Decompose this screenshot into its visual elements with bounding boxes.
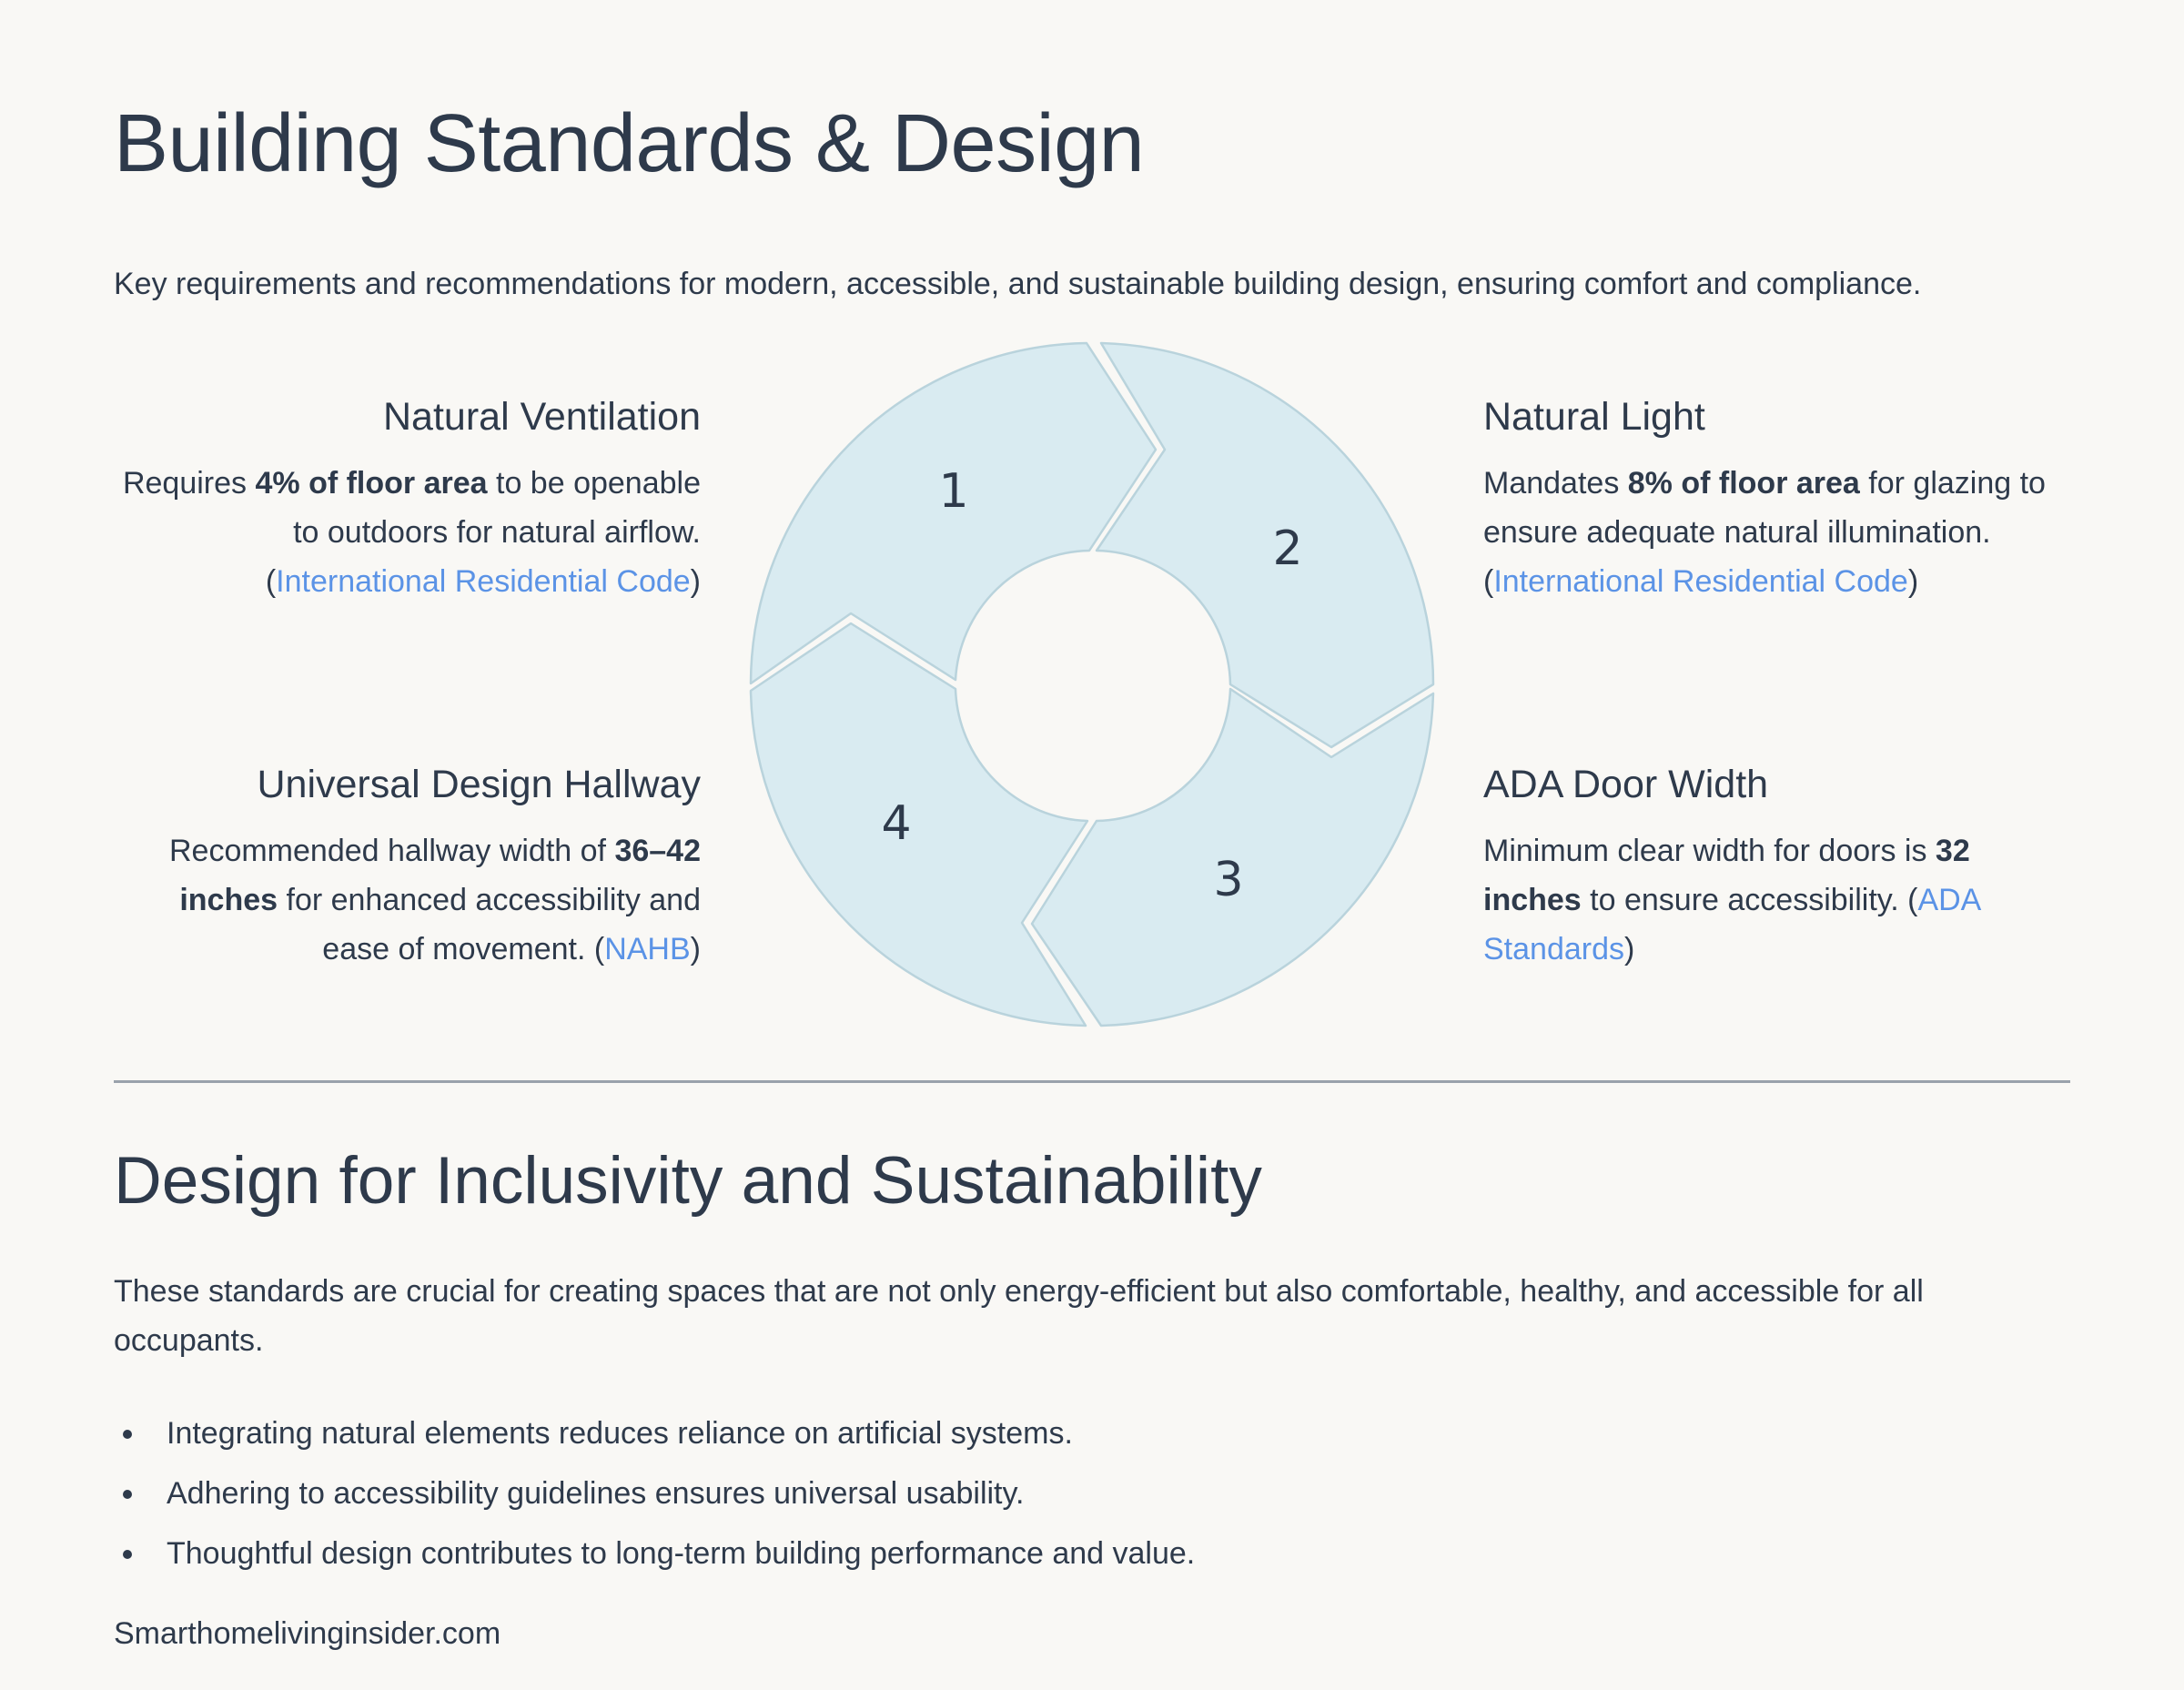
source-link-irc-light[interactable]: International Residential Code (1493, 564, 1908, 599)
segment-label-4: 4 (881, 796, 912, 851)
cycle-segment-4 (751, 623, 1087, 1026)
card-text-post: for enhanced accessibility and ease of movement. ( (278, 883, 701, 966)
cycle-segment-2 (1097, 343, 1433, 747)
section-divider (114, 1080, 2070, 1083)
cycle-diagram (746, 339, 1438, 1030)
card-highlight: 8% of floor area (1627, 466, 1860, 501)
list-item (114, 1463, 1195, 1523)
card-text-pre: Requires (122, 466, 256, 501)
list-item-text: Adhering to accessibility guidelines ensures universal usability. (167, 1476, 1025, 1511)
card-ada-door-width (1483, 759, 2070, 974)
source-link-irc-ventilation[interactable]: International Residential Code (276, 564, 691, 599)
card-title: Natural Light (1483, 395, 1705, 439)
card-title: Universal Design Hallway (257, 763, 701, 806)
card-text-post: for glazing to ensure adequate natural illumination. ( (1483, 466, 2046, 599)
card-universal-design-hallway (114, 759, 701, 974)
card-text-pre: Minimum clear width for doors is (1483, 834, 1936, 868)
bullet-dot-icon (123, 1550, 132, 1559)
list-item-text: Integrating natural elements reduces reliance on artificial systems. (167, 1416, 1073, 1451)
bullet-dot-icon (123, 1490, 132, 1499)
source-link-ada[interactable]: ADA Standards (1483, 883, 1980, 966)
list-item (114, 1403, 1195, 1463)
list-item-text: Thoughtful design contributes to long-term building performance and value. (167, 1536, 1196, 1571)
card-text (114, 459, 701, 606)
card-text-end: ) (1624, 932, 1635, 966)
card-text (1483, 826, 2070, 974)
card-highlight: 36–42 inches (179, 834, 701, 917)
card-natural-light (1483, 391, 2070, 606)
card-highlight: 4% of floor area (255, 466, 488, 501)
segment-label-3: 3 (1213, 853, 1244, 907)
list-item (114, 1523, 1195, 1584)
bullet-list (114, 1403, 1195, 1584)
card-text-pre: Recommended hallway width of (168, 834, 615, 868)
source-link-nahb[interactable]: NAHB (604, 932, 691, 966)
card-text (114, 826, 701, 974)
section-text: These standards are crucial for creating spaces that are not only energy-efficient but also comfortable, healthy, and accessible for all occupants. (114, 1274, 1924, 1358)
segment-label-2: 2 (1272, 521, 1303, 576)
card-text-post: to ensure accessibility. ( (1581, 883, 1918, 917)
card-text (1483, 459, 2070, 606)
segment-label-1: 1 (938, 464, 969, 519)
intro-text: Key requirements and recommendations for modern, accessible, and sustainable building design, ensuring comfort and compliance. (114, 267, 1922, 301)
bullet-dot-icon (123, 1430, 132, 1439)
card-title: Natural Ventilation (383, 395, 701, 439)
card-text-post: to be openable to outdoors for natural airflow. ( (265, 466, 701, 599)
card-highlight: 32 inches (1483, 834, 1970, 917)
card-text-end: ) (690, 932, 701, 966)
footer-site-name: Smarthomelivinginsider.com (114, 1616, 501, 1651)
card-natural-ventilation (114, 391, 701, 606)
card-title: ADA Door Width (1483, 763, 1769, 806)
section-title: Design for Inclusivity and Sustainability (114, 1144, 1262, 1218)
card-text-end: ) (1907, 564, 1919, 599)
card-text-pre: Mandates (1483, 466, 1628, 501)
page-title: Building Standards & Design (114, 98, 1145, 189)
card-text-end: ) (690, 564, 701, 599)
